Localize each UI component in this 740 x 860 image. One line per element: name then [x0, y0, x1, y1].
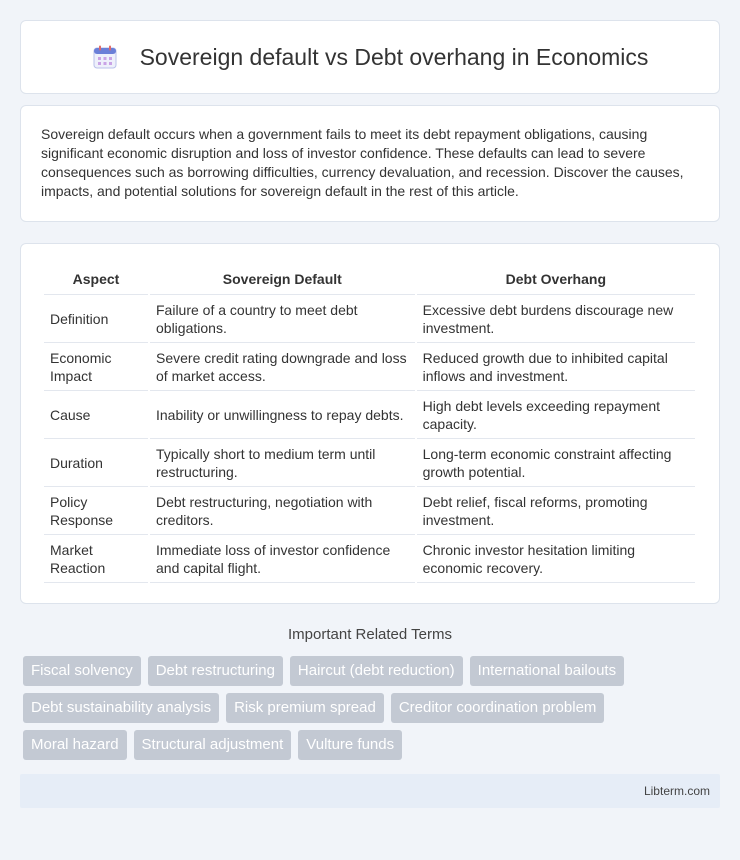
intro-paragraph: Sovereign default occurs when a government fails to meet its debt repayment obligations, causing significant economic disruption and loss of investor confidence. These defaults can lead to severe consequences such as borrowing difficulties, currency devaluation, and recession. Discover the causes, impacts, and potential solutions for sovereign default in the rest of this article.: [20, 105, 720, 222]
related-term-tag[interactable]: Haircut (debt reduction): [290, 656, 463, 686]
table-row: [44, 343, 695, 391]
row-aspect: Economic Impact: [44, 343, 148, 391]
related-term-tag[interactable]: Structural adjustment: [134, 730, 292, 760]
calendar-icon: [92, 44, 118, 70]
table-row: [44, 439, 695, 487]
related-term-tag[interactable]: Creditor coordination problem: [391, 693, 605, 723]
footer-site-link[interactable]: Libterm.com: [643, 784, 710, 798]
row-aspect: Definition: [44, 295, 148, 343]
column-header: Debt Overhang: [417, 264, 695, 295]
table-row: [44, 487, 695, 535]
row-aspect: Policy Response: [44, 487, 148, 535]
table-row: [44, 295, 695, 343]
table-cell: Immediate loss of investor confidence and capital flight.: [150, 535, 415, 583]
related-term-tag[interactable]: Debt sustainability analysis: [23, 693, 219, 723]
table-cell: Long-term economic constraint affecting growth potential.: [417, 439, 695, 487]
related-terms-title: Important Related Terms: [288, 626, 452, 643]
related-term-tag[interactable]: Debt restructuring: [148, 656, 283, 686]
table-cell: High debt levels exceeding repayment capacity.: [417, 391, 695, 439]
table-cell: Severe credit rating downgrade and loss of market access.: [150, 343, 415, 391]
related-term-tag[interactable]: Risk premium spread: [226, 693, 384, 723]
related-term-tag[interactable]: Fiscal solvency: [23, 656, 141, 686]
related-term-tag[interactable]: Vulture funds: [298, 730, 402, 760]
comparison-table: [42, 264, 697, 583]
table-row: [44, 535, 695, 583]
table-cell: Chronic investor hesitation limiting economic recovery.: [417, 535, 695, 583]
table-cell: Debt restructuring, negotiation with creditors.: [150, 487, 415, 535]
table-cell: Excessive debt burdens discourage new investment.: [417, 295, 695, 343]
column-header: Aspect: [44, 264, 148, 295]
table-cell: Debt relief, fiscal reforms, promoting investment.: [417, 487, 695, 535]
page-header: [20, 20, 720, 94]
table-cell: Inability or unwillingness to repay debts.: [150, 391, 415, 439]
table-cell: Reduced growth due to inhibited capital inflows and investment.: [417, 343, 695, 391]
row-aspect: Market Reaction: [44, 535, 148, 583]
row-aspect: Cause: [44, 391, 148, 439]
related-terms-list: [0, 646, 680, 760]
table-cell: Typically short to medium term until restructuring.: [150, 439, 415, 487]
column-header: Sovereign Default: [150, 264, 415, 295]
table-cell: Failure of a country to meet debt obligations.: [150, 295, 415, 343]
related-term-tag[interactable]: Moral hazard: [23, 730, 127, 760]
comparison-table-card: [20, 243, 720, 604]
related-term-tag[interactable]: International bailouts: [470, 656, 624, 686]
footer: [20, 774, 720, 808]
table-row: [44, 391, 695, 439]
row-aspect: Duration: [44, 439, 148, 487]
page-title: Sovereign default vs Debt overhang in Economics: [139, 43, 649, 70]
table-header-row: [44, 264, 695, 295]
